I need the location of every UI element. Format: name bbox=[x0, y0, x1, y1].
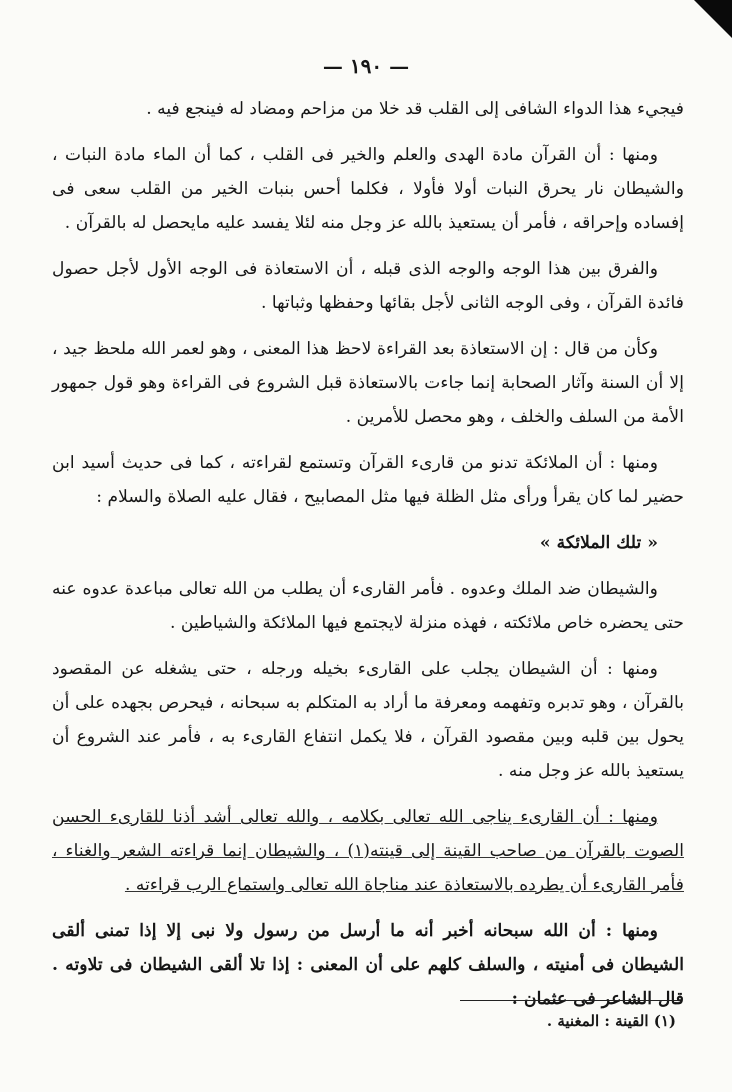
paragraph-2: ومنها : أن القرآن مادة الهدى والعلم والخير فى القلب ، كما أن الماء مادة النبات ، والشيطان نار يحرق النبات أولا فأولا ، فكلما أحس بنبات الخير من القلب سعى فى إفساده وإحراقه ، فأمر أن يستعيذ بالله عز وجل منه لئلا يفسد عليه مايحصل له بالقرآن . bbox=[52, 145, 684, 233]
page-corner-mark bbox=[694, 0, 732, 38]
paragraph-5: ومنها : أن الملائكة تدنو من قارىء القرآن وتستمع لقراءته ، كما فى حديث أسيد ابن حضير لما كان يقرأ ورأى مثل الظلة فيها مثل المصابيح ، فقال عليه الصلاة والسلام : bbox=[52, 453, 684, 507]
page-number: — ١٩٠ — bbox=[322, 54, 410, 78]
paragraph-1: فيجيء هذا الدواء الشافى إلى القلب قد خلا من مزاحم ومضاد له فينجع فيه . bbox=[146, 99, 684, 119]
hadith-quote: « تلك الملائكة » bbox=[539, 533, 658, 553]
footnote: (١) القينة : المغنية . bbox=[546, 1012, 676, 1030]
paragraph-7: ومنها : أن الشيطان يجلب على القارىء بخيله ورجله ، حتى يشغله عن المقصود بالقرآن ، وهو تدبره وتفهمه ومعرفة ما أراد به المتكلم به سبحانه ، فيحرص بجهده على أن يحول بين قلبه وبين مقصود القرآن ، فلا يكمل انتفاع القارىء به ، فأمر عند الشروع أن يستعيذ بالله عز وجل منه . bbox=[52, 659, 684, 781]
paragraph-8: ومنها : أن القارىء يناجى الله تعالى بكلامه ، والله تعالى أشد أذنا للقارىء الحسن الصوت بالقرآن من صاحب القينة إلى قينته(١) ، والشيطان إنما قراءته الشعر والغناء ، فأمر القارىء أن يطرده بالاستعاذة عند مناجاة الله تعالى واستماع الرب قراءته . bbox=[52, 807, 684, 895]
paragraph-9: ومنها : أن الله سبحانه أخبر أنه ما أرسل من رسول ولا نبى إلا إذا تمنى ألقى الشيطان فى أمنيته ، والسلف كلهم على أن المعنى : إذا تلا ألقى الشيطان فى تلاوته . قال الشاعر فى عثمان : bbox=[52, 921, 684, 1009]
footnote-divider bbox=[460, 1000, 680, 1001]
paragraph-3: والفرق بين هذا الوجه والوجه الذى قبله ، أن الاستعاذة فى الوجه الأول لأجل حصول فائدة القرآن ، وفى الوجه الثانى لأجل بقائها وحفظها وثباتها . bbox=[52, 259, 684, 313]
paragraph-6: والشيطان ضد الملك وعدوه . فأمر القارىء أن يطلب من الله تعالى مباعدة عدوه عنه حتى يحضره خاص ملائكته ، فهذه منزلة لايجتمع فيها الملائكة والشياطين . bbox=[52, 579, 684, 633]
paragraph-4: وكأن من قال : إن الاستعاذة بعد القراءة لاحظ هذا المعنى ، وهو لعمر الله ملحظ جيد ، إلا أن السنة وآثار الصحابة إنما جاءت بالاستعاذة قبل الشروع فى القراءة وهو قول جمهور الأمة من السلف والخلف ، وهو محصل للأمرين . bbox=[52, 339, 684, 427]
page-body bbox=[52, 92, 684, 1028]
